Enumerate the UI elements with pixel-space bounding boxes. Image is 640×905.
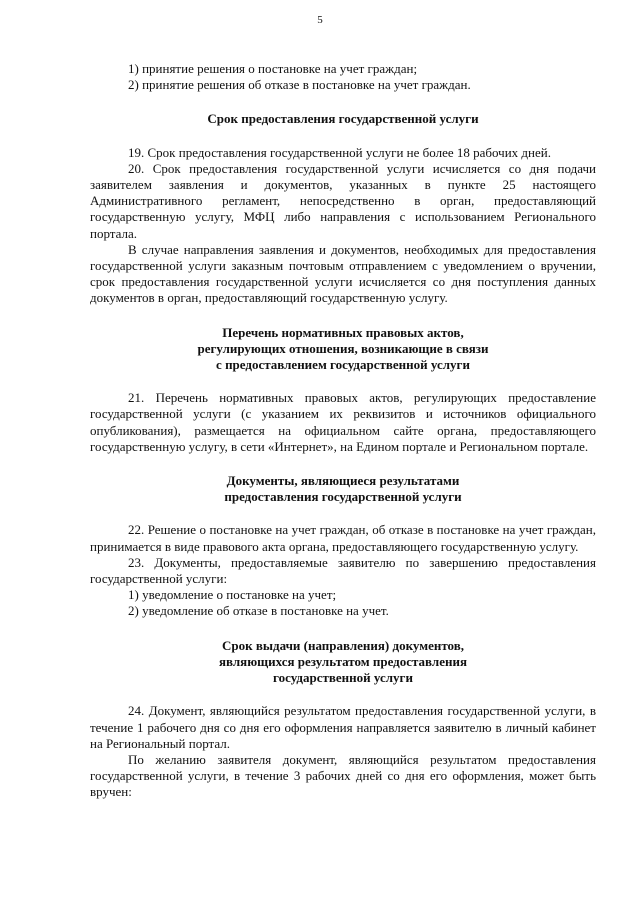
heading-line: регулирующих отношения, возникающие в связи (197, 340, 489, 356)
section-heading-result-documents (90, 473, 596, 505)
page-number: 5 (317, 14, 323, 26)
list-item: 1) уведомление о постановке на учет; (128, 587, 337, 603)
paragraph-23: 23. Документы, предоставляемые заявителю по завершению предоставления государственной услуги: (90, 554, 596, 587)
heading-line: с предоставлением государственной услуги (216, 357, 470, 373)
heading-line: Документы, являющиеся результатами (226, 473, 460, 489)
list-item: 2) уведомление об отказе в постановке на учет. (128, 603, 389, 619)
document-body (90, 61, 596, 801)
paragraph-21: 21. Перечень нормативных правовых актов, регулирующих предоставление государственной услуги (с указанием их реквизитов и источников официального опубликования), размещается на официальном сайте органа, предоставляющего государственную услугу, в сети «Интернет», на Едином портале и Региональном портале. (90, 390, 596, 454)
section-heading-term: Срок предоставления государственной услуги (207, 111, 479, 127)
paragraph-20-continued: В случае направления заявления и документов, необходимых для предоставления государственной услуги заказным почтовым отправлением с уведомлением о вручении, срок предоставления государственной услуги исчисляется со дня поступления данных документов в орган, предоставляющий государственную услугу. (90, 241, 596, 306)
paragraph-24-continued: По желанию заявителя документ, являющийся результатом предоставления государственной услуги, в течение 3 рабочих дней со дня его оформления, может быть вручен: (90, 751, 596, 800)
paragraph-20: 20. Срок предоставления государственной услуги исчисляется со дня подачи заявителем заявления и документов, указанных в пункте 25 настоящего Административного регламент, непосредственно в орган, предоставляющий государственную услугу, МФЦ либо направления с использованием Регионального портала. (90, 160, 596, 241)
heading-line: Перечень нормативных правовых актов, (222, 324, 464, 340)
paragraph-22: 22. Решение о постановке на учет граждан, об отказе в постановке на учет граждан, принимается в виде правового акта органа, предоставляющего государственную услугу. (90, 522, 596, 554)
paragraph-19: 19. Срок предоставления государственной услуги не более 18 рабочих дней. (128, 144, 551, 160)
list-item: 1) принятие решения о постановке на учет граждан; (128, 61, 418, 76)
section-heading-legal-acts (90, 325, 596, 374)
section-heading-issue-term (90, 638, 596, 687)
heading-line: являющихся результатом предоставления (218, 653, 467, 669)
paragraph-24: 24. Документ, являющийся результатом предоставления государственной услуги, в течение 1 рабочего дня со дня его оформления направляется заявителю в личный кабинет на Региональный портал. (90, 703, 596, 751)
heading-line: предоставления государственной услуги (224, 489, 462, 505)
heading-line: Срок выдачи (направления) документов, (221, 637, 465, 653)
list-item: 2) принятие решения об отказе в постановке на учет граждан. (128, 77, 471, 93)
heading-line: государственной услуги (273, 670, 413, 686)
